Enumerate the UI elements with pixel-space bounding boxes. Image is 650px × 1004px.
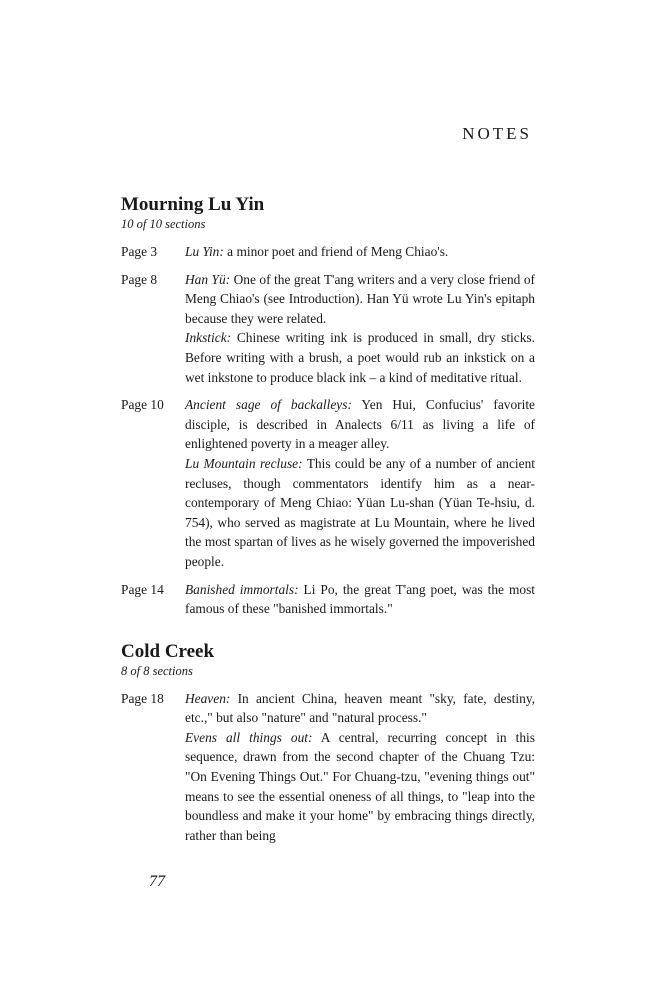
note-body: [185, 395, 535, 571]
page-reference: Page 18: [121, 690, 164, 706]
note-term: Lu Mountain recluse:: [185, 455, 303, 471]
note-text: This could be any of a number of ancient recluses, though commentators identify him as a near-contemporary of Meng Chiao: Yüan Lu-shan (Yüan Te-hsiu, d. 754), who served as magistrate at Lu Mountain, where he lived the most spartan of lives as he wisely governed the impoverished people.: [185, 455, 536, 569]
note-text: In ancient China, heaven meant "sky, fate, destiny, etc.," but also "nature" and "natural process.": [185, 690, 535, 726]
note-body: [185, 270, 535, 388]
note-entry: [185, 580, 535, 619]
note-entry: [185, 270, 535, 329]
note-body: [185, 689, 535, 846]
note-term: Banished immortals:: [185, 581, 299, 597]
page-number: 77: [149, 873, 165, 890]
note-text: One of the great T'ang writers and a very close friend of Meng Chiao's (see Introduction). Han Yü wrote Lu Yin's epitaph because they were related.: [185, 271, 535, 326]
note-row: [121, 395, 535, 571]
note-row: [121, 270, 535, 388]
section-subtitle: 10 of 10 sections: [121, 217, 206, 231]
note-body: [185, 580, 535, 619]
note-term: Lu Yin:: [185, 244, 224, 259]
section-subtitle: 8 of 8 sections: [121, 663, 193, 678]
note-term: Heaven:: [185, 690, 231, 706]
section-title: Mourning Lu Yin: [121, 194, 265, 215]
note-term: Ancient sage of backalleys:: [185, 397, 352, 413]
notes-section: [121, 194, 535, 619]
note-row: [121, 580, 535, 619]
note-text: a minor poet and friend of Meng Chiao's.: [223, 244, 449, 259]
note-entry: [185, 689, 535, 728]
note-body: [185, 242, 535, 262]
note-row: [121, 242, 535, 262]
note-entry: [185, 395, 535, 454]
note-term: Inkstick:: [185, 330, 232, 346]
note-entry: [185, 328, 535, 387]
notes-content: [121, 194, 535, 867]
note-entry: [185, 242, 535, 262]
note-row: [121, 689, 535, 846]
section-title: Cold Creek: [121, 640, 215, 662]
page-reference: Page 3: [121, 244, 158, 259]
note-text: A central, recurring concept in this sequence, drawn from the second chapter of the Chuang Tzu: "On Evening Things Out." For Chuang-tzu, "evening things out" means to see the essential oneness of all things, to "leap into the boundless and make it your home" by embracing things directly, rather than being: [185, 729, 535, 843]
notes-section: [121, 641, 535, 846]
page-reference: Page 14: [121, 581, 164, 597]
page-reference: Page 10: [121, 397, 164, 413]
note-entry: [185, 454, 535, 572]
note-text: Yen Hui, Confucius' favorite disciple, is described in Analects 6/11 as living a life of enlightened poverty in a meager alley.: [185, 397, 536, 452]
page-reference: Page 8: [121, 271, 158, 287]
running-head: NOTES: [462, 124, 532, 143]
note-entry: [185, 728, 535, 846]
note-term: Han Yü:: [185, 271, 231, 287]
note-term: Evens all things out:: [185, 729, 313, 745]
note-text: Li Po, the great T'ang poet, was the most famous of these "banished immortals.": [185, 581, 536, 617]
note-text: Chinese writing ink is produced in small, dry sticks. Before writing with a brush, a poet would rub an inkstick on a wet inkstone to produce black ink – a kind of meditative ritual.: [185, 330, 535, 385]
